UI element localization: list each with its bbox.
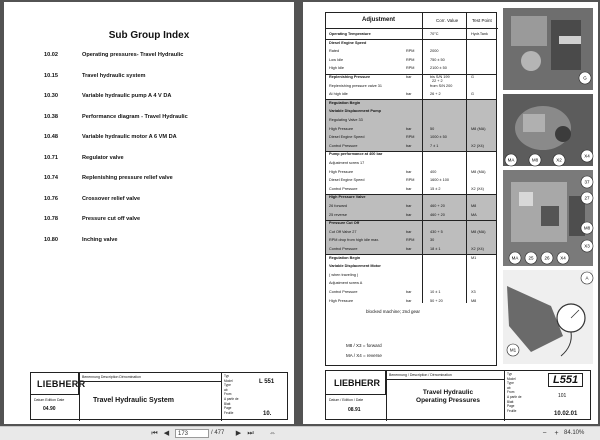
photo-callout	[557, 252, 569, 264]
fit-page-icon[interactable]: ⇔	[269, 430, 276, 437]
row-test-point: MA	[471, 212, 477, 217]
row-label: High Pressure	[329, 298, 354, 303]
callout-label: X4	[584, 153, 590, 159]
row-test-point: Hydr.Tank	[471, 32, 488, 36]
row-test-point: X3	[471, 290, 476, 294]
row-value: bis S/N 199	[430, 75, 450, 79]
index-entry	[44, 155, 284, 176]
row-label: High Pressure	[329, 169, 354, 174]
next-page-icon[interactable]: ▶	[235, 430, 242, 437]
callout-label: A	[585, 275, 589, 281]
side-label: Typ	[224, 374, 230, 378]
row-label: Diesel Engine Speed	[329, 178, 365, 183]
side-label: A partir de	[507, 394, 522, 399]
row-test-point: X2 (X4)	[471, 143, 484, 148]
row-label: 26 forward	[329, 204, 347, 208]
description-label: Benennung / Description / Dénomination	[389, 373, 452, 377]
index-title: Replenishing pressure relief valve	[82, 175, 173, 181]
row-unit: RPM	[406, 66, 415, 71]
page-total: / 477	[211, 430, 225, 436]
row-unit: RPM	[406, 135, 415, 140]
photo-callout	[505, 154, 517, 166]
prev-page-icon[interactable]: ◀	[163, 430, 170, 437]
liebherr-logo: LIEBHERR	[334, 378, 381, 388]
index-title: Operating pressures- Travel Hydraulic	[82, 52, 184, 58]
date-labels: Datum Edition Date	[34, 398, 65, 402]
photo-illustrations	[501, 6, 595, 366]
callout-label: 27	[584, 195, 590, 201]
side-label: Model	[224, 378, 233, 383]
row-test-point: M8	[471, 204, 477, 208]
index-number: 10.30	[44, 93, 58, 99]
table-header	[326, 13, 498, 29]
first-page-icon[interactable]: ⏮	[151, 430, 158, 437]
row-unit: RPM	[406, 178, 415, 183]
row-value: 460 + 20	[430, 212, 445, 217]
row-value-2: 22 + 2	[432, 79, 443, 84]
row-label: Diesel Engine Speed	[329, 135, 365, 140]
index-number: 10.76	[44, 195, 58, 202]
zoom-out-icon[interactable]: −	[542, 430, 547, 437]
row-value: 1600 ± 100	[430, 178, 449, 183]
row-label: ( when traveling )	[329, 272, 359, 277]
row-value: 1000 ± 50	[430, 135, 447, 140]
row-unit: bar	[406, 169, 412, 174]
index-entry	[44, 175, 284, 196]
pdf-toolbar	[0, 426, 600, 440]
index-title: Variable hydraulic pump A 4 V DA	[82, 93, 172, 99]
sheet-number: 10.02.01	[554, 411, 578, 417]
index-entry	[44, 114, 284, 135]
row-value: 50	[430, 126, 435, 131]
date-labels: Datum / Edition / Date	[329, 398, 364, 402]
description-label: Benennung Description Dénomination	[82, 375, 141, 379]
side-label: From	[507, 390, 515, 395]
row-test-point: M8	[471, 298, 477, 303]
side-label: Feuille	[507, 408, 517, 413]
row-label: 25 reverse	[329, 212, 347, 217]
page-title: Sub Group Index	[108, 30, 190, 41]
row-label: Pressure Cut Off	[329, 221, 360, 226]
side-label: Blatt	[507, 399, 514, 404]
row-unit: bar	[406, 75, 412, 79]
logo-box	[31, 373, 86, 395]
side-labels	[224, 374, 239, 415]
row-label: Low Idle	[329, 57, 344, 62]
title-block-right	[325, 370, 591, 420]
header-adjustment: Adjustment	[362, 17, 395, 23]
row-value: 15 ± 2	[430, 186, 441, 191]
callout-label: 25	[528, 255, 534, 261]
row-label: Adjustment screw 17	[329, 161, 365, 165]
index-number: 10.74	[44, 175, 58, 181]
row-value: 400	[430, 169, 437, 174]
photo-callout	[509, 252, 521, 264]
row-value: 18 ± 1	[430, 247, 441, 251]
callout-label: X3	[584, 243, 590, 249]
last-page-icon[interactable]: ⏭	[247, 430, 254, 437]
model-type: L551	[548, 373, 583, 387]
description-line-1: Travel Hydraulic	[422, 389, 474, 396]
photo-callout	[581, 176, 593, 188]
row-unit: bar	[406, 92, 412, 97]
side-label: Page	[224, 406, 232, 411]
index-number: 10.80	[44, 236, 58, 243]
photo-callout	[507, 344, 519, 356]
description: Travel Hydraulic System	[93, 397, 174, 404]
row-unit: bar	[406, 204, 412, 208]
index-number: 10.78	[44, 216, 58, 222]
adjustment-table	[325, 12, 497, 366]
row-label: Adjustment screw A	[329, 281, 363, 286]
row-label: Operating Temperature	[329, 32, 371, 36]
header-test-point: Test Point	[472, 18, 492, 23]
row-label: Control Pressure	[329, 186, 358, 191]
row-label: Diesel Engine Speed	[329, 40, 367, 45]
index-title: Variable hydraulic motor A 6 VM DA	[82, 134, 177, 140]
callout-label: 37	[584, 179, 590, 185]
callout-label: X2	[556, 157, 562, 163]
pdf-page-left	[4, 2, 294, 424]
row-value: 430 + 5	[430, 229, 443, 234]
photo-callout	[581, 150, 593, 162]
callout-label: MA	[507, 157, 515, 163]
row-label: Control Pressure	[329, 290, 358, 294]
from-code: 101	[558, 393, 567, 399]
index-number: 10.38	[44, 113, 58, 120]
side-label: ab	[224, 387, 228, 392]
side-label: Page	[507, 404, 515, 409]
row-label: At high idle	[329, 92, 348, 97]
index-title: Travel hydraulic system	[82, 72, 146, 79]
index-entry	[44, 52, 284, 73]
photo-callout	[581, 240, 593, 252]
photo-callout	[581, 222, 593, 234]
side-labels	[507, 372, 522, 413]
liebherr-logo: LIEBHERR	[37, 379, 86, 389]
index-entry	[44, 93, 284, 114]
row-label: High Pressure Valve	[329, 195, 366, 200]
index-number: 10.71	[44, 154, 58, 161]
row-label: Control Pressure	[329, 143, 358, 148]
model-type: L 551	[259, 379, 275, 385]
side-label: Type	[507, 381, 514, 386]
side-label: From	[224, 392, 232, 397]
row-value: 2000	[430, 49, 439, 54]
row-unit: bar	[406, 143, 412, 148]
photo-callout	[525, 252, 537, 264]
sheet-number: 10.	[263, 411, 272, 417]
row-value: 26 + 2	[430, 92, 441, 97]
row-label: Regulating Valve 33	[329, 118, 363, 122]
row-test-point: M8 (MA)	[471, 169, 486, 174]
page-number-input[interactable]: 173	[175, 429, 209, 438]
photo-callout	[581, 272, 593, 284]
description-line-2: Operating Pressures	[416, 397, 480, 404]
row-label: Replenishing pressure valve 31	[329, 83, 382, 88]
title-block	[30, 372, 288, 420]
side-label: ab	[507, 385, 511, 390]
side-label: Model	[507, 376, 516, 381]
row-test-point: G	[471, 75, 474, 79]
index-entry	[44, 196, 284, 217]
row-label: RPM drop from high idle max.	[329, 238, 380, 243]
callout-label: 26	[544, 255, 550, 261]
row-test-point: M8 (MA)	[471, 126, 486, 131]
side-label: Feuille	[224, 410, 234, 415]
index-entry	[44, 134, 284, 155]
index-title: Crossover relief valve	[82, 195, 141, 202]
row-value: 2100 ± 50	[430, 66, 447, 71]
row-label: Regulation Begin	[329, 100, 361, 105]
row-label: Rated	[329, 49, 340, 54]
row-value: 7 ± 1	[430, 143, 439, 148]
blocked-note: blocked machine; 2nd gear	[366, 309, 421, 314]
row-unit: RPM	[406, 57, 415, 62]
row-label: Control Pressure	[329, 247, 358, 251]
row-label: Replenishing Pressure	[329, 75, 371, 79]
callout-label: M1	[509, 347, 517, 353]
row-value: 30	[430, 238, 435, 243]
row-label: Variable Displacement Pump	[329, 109, 381, 114]
callout-label: G	[583, 75, 587, 81]
callout-label: X4	[560, 255, 566, 261]
callout-label: M8	[531, 157, 539, 163]
row-unit: RPM	[406, 49, 415, 54]
row-unit: bar	[406, 126, 412, 131]
row-unit: bar	[406, 186, 412, 191]
row-value: 70°C	[430, 32, 439, 36]
row-label: High Pressure	[329, 126, 354, 131]
photo-callout	[541, 252, 553, 264]
photo-callout	[581, 192, 593, 204]
description	[412, 389, 484, 405]
index-number: 10.02	[44, 52, 58, 58]
photo-callout	[553, 154, 565, 166]
row-unit: bar	[406, 298, 412, 303]
legend-forward: M8 / X3 = forward	[346, 343, 382, 348]
row-unit: bar	[406, 212, 412, 217]
row-label: Variable Displacement Motor	[329, 264, 381, 269]
legend-reverse: MA / X4 = reverse	[346, 353, 382, 358]
component-photos	[501, 6, 595, 366]
index-entry	[44, 73, 284, 94]
index-title: Pressure cut off valve	[82, 216, 141, 222]
callout-label: M8	[583, 225, 591, 231]
sub-group-index-list	[44, 52, 284, 257]
zoom-level[interactable]: 84.10%	[564, 430, 585, 436]
header-corr-value: Corr. Value	[436, 18, 459, 23]
index-number: 10.15	[44, 72, 58, 79]
row-value: 50 + 20	[430, 298, 443, 303]
row-unit: RPM	[406, 238, 415, 243]
row-label: Cut Off Valve 27	[329, 229, 357, 234]
row-test-point: X2 (X4)	[471, 247, 484, 251]
side-label: Blatt	[224, 401, 231, 406]
row-test-point: M1	[471, 255, 477, 260]
side-label: A partir de	[224, 396, 239, 401]
row-label: Regulation Begin	[329, 255, 361, 260]
index-number: 10.48	[44, 134, 58, 140]
row-value: from S/N 200	[430, 83, 453, 88]
edition-date: 08.91	[348, 407, 361, 413]
index-title: Inching valve	[82, 236, 118, 243]
index-title: Regulator valve	[82, 154, 124, 161]
row-unit: bar	[406, 247, 412, 251]
side-label: Type	[224, 383, 231, 388]
edition-date: 04.90	[43, 406, 56, 412]
row-label: Pump performance at 400 bar	[329, 152, 383, 157]
index-entry	[44, 216, 284, 237]
index-entry	[44, 237, 284, 258]
photo-callout	[529, 154, 541, 166]
row-unit: bar	[406, 229, 412, 234]
index-title: Performance diagram - Travel Hydraulic	[82, 113, 188, 120]
row-unit: bar	[406, 290, 412, 294]
row-value: 10 ± 1	[430, 290, 441, 294]
row-test-point: M8 (MA)	[471, 229, 486, 234]
row-value: 750 ± 50	[430, 57, 445, 62]
row-test-point: G	[471, 92, 474, 97]
row-label: High Idle	[329, 66, 344, 71]
photo-callout	[579, 72, 591, 84]
zoom-in-icon[interactable]: +	[554, 430, 559, 437]
row-test-point: X2 (X4)	[471, 186, 484, 191]
pdf-page-right	[303, 2, 598, 424]
side-label: Typ	[507, 372, 513, 376]
callout-label: MA	[511, 255, 519, 261]
row-value: 460 + 20	[430, 204, 445, 208]
